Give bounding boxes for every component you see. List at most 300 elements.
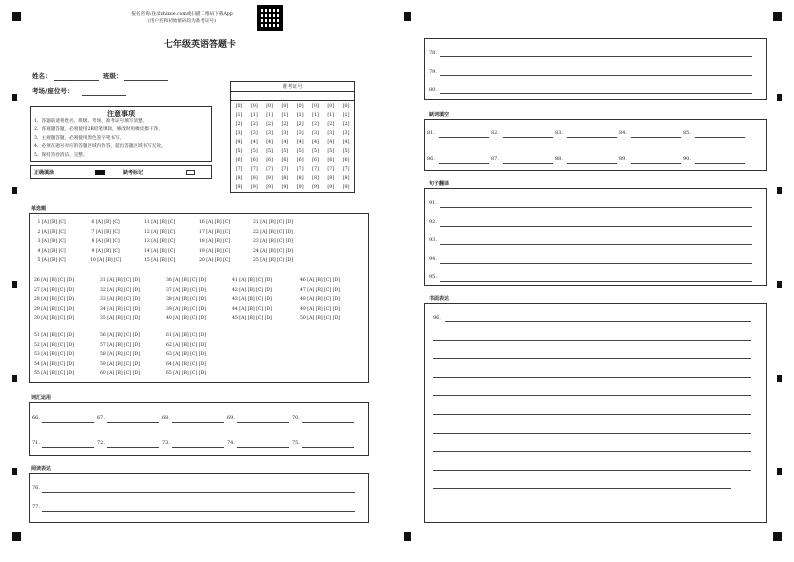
reading-q76-number: 76. xyxy=(32,485,40,491)
mc-section-title: 单选题 xyxy=(31,206,47,212)
name-label: 姓名： xyxy=(32,72,52,80)
reading-q76-line[interactable] xyxy=(42,492,355,493)
answer-blank[interactable] xyxy=(695,163,745,164)
exam-id-digit-bubble[interactable]: [0] xyxy=(266,104,273,109)
exam-id-digit-bubble[interactable]: [1] xyxy=(235,113,243,118)
answer-blank[interactable] xyxy=(302,447,354,448)
exam-id-digit-bubble[interactable]: [9] xyxy=(266,185,273,190)
exam-id-digit-bubble[interactable]: [7] xyxy=(235,167,243,172)
mc-question-row[interactable]: 11 [A] [B] [C] xyxy=(144,220,176,225)
essay-box xyxy=(424,303,767,523)
mc-question-group[interactable] xyxy=(144,218,175,266)
exam-id-digit-bubble[interactable]: [7] xyxy=(296,167,304,172)
mc-question-group[interactable] xyxy=(100,276,140,324)
class-field[interactable] xyxy=(124,80,168,81)
alignment-mark xyxy=(12,281,17,288)
essay-line[interactable] xyxy=(433,395,751,396)
mc-box xyxy=(29,213,369,383)
translation-number: 94. xyxy=(429,255,437,262)
exam-id-digit-bubble[interactable]: [3] xyxy=(281,131,289,136)
mc-question-group[interactable] xyxy=(34,276,74,324)
mc-question-row[interactable]: 12 [A] [B] [C] xyxy=(144,229,176,235)
notice-title: 注意事项 xyxy=(107,110,135,118)
question-number: 74. xyxy=(227,440,235,446)
translation-number: 92. xyxy=(429,218,437,225)
exam-id-digit-bubble[interactable]: [5] xyxy=(296,149,304,154)
answer-blank[interactable] xyxy=(631,163,681,164)
exam-id-digit-bubble[interactable]: [0] xyxy=(312,104,319,109)
mc-question-row[interactable]: 17 [A] [B] [C] xyxy=(199,229,231,235)
exam-id-digit-bubble[interactable]: [1] xyxy=(281,113,289,118)
mc-question-group[interactable] xyxy=(100,331,140,379)
mc-question-group[interactable] xyxy=(34,331,74,379)
exam-id-column[interactable] xyxy=(310,102,322,192)
exam-id-entry-row[interactable] xyxy=(231,92,354,101)
mc-question-row[interactable]: 54 [A] [B] [C] [D] xyxy=(34,361,74,367)
exam-id-digit-bubble[interactable]: [3] xyxy=(342,131,350,136)
translation-section-title: 句子翻译 xyxy=(429,181,450,187)
mc-question-row[interactable]: 22 [A] [B] [C] [D] xyxy=(253,229,293,235)
mc-question-row[interactable]: 52 [A] [B] [C] [D] xyxy=(34,342,74,348)
answer-blank[interactable] xyxy=(237,422,289,423)
mc-question-row[interactable]: 48 [A] [B] [C] [D] xyxy=(300,297,340,303)
question-number: 73. xyxy=(162,440,170,446)
exam-id-digit-bubble[interactable]: [5] xyxy=(327,149,335,154)
exam-id-digit-bubble[interactable]: [0] xyxy=(342,104,350,109)
exam-id-digit-bubble[interactable]: [6] xyxy=(250,158,258,163)
exam-id-digit-bubble[interactable]: [9] xyxy=(281,185,289,190)
exam-id-digit-bubble[interactable]: [5] xyxy=(342,149,350,154)
class-label: 班级： xyxy=(103,72,123,80)
notice-item: 5、保持答卷清洁、完整。 xyxy=(34,152,88,158)
mc-question-row[interactable]: 23 [A] [B] [C] [D] xyxy=(253,239,293,245)
exam-id-digit-bubble[interactable]: [7] xyxy=(281,167,289,172)
exam-id-digit-bubble[interactable]: [6] xyxy=(296,158,304,163)
translation-line[interactable] xyxy=(440,263,752,264)
exam-id-digit-bubble[interactable]: [5] xyxy=(266,149,273,154)
mc-question-row[interactable]: 18 [A] [B] [C] xyxy=(199,239,231,245)
exam-id-digit-bubble[interactable]: [5] xyxy=(235,149,243,154)
alignment-mark xyxy=(12,187,17,194)
exam-id-digit-bubble[interactable]: [2] xyxy=(327,122,335,127)
exam-id-digit-bubble[interactable]: [2] xyxy=(281,122,289,127)
question-number: 90. xyxy=(683,156,691,162)
question-number: 85. xyxy=(683,130,691,136)
answer-blank[interactable] xyxy=(503,137,553,138)
exam-id-column[interactable] xyxy=(233,102,245,192)
mc-question-row[interactable]: 60 [A] [B] [C] [D] xyxy=(100,371,140,377)
exam-id-digit-bubble[interactable]: [9] xyxy=(327,185,335,190)
exam-id-digit-bubble[interactable]: [9] xyxy=(235,185,243,190)
mc-question-row[interactable]: 44 [A] [B] [C] [D] xyxy=(232,306,272,312)
exam-id-digit-bubble[interactable]: [8] xyxy=(281,176,289,181)
mc-question-row[interactable]: 31 [A] [B] [C] [D] xyxy=(100,278,140,283)
mc-question-row[interactable]: 6 [A] [B] [C] xyxy=(90,220,120,225)
mc-question-row[interactable]: 35 [A] [B] [C] [D] xyxy=(100,316,140,322)
exam-id-digit-bubble[interactable]: [3] xyxy=(296,131,304,136)
exam-id-digit-bubble[interactable]: [8] xyxy=(312,176,319,181)
mc-question-row[interactable]: 20 [A] [B] [C] xyxy=(199,258,231,264)
question-number: 71. xyxy=(32,440,40,446)
exam-id-digit-bubble[interactable]: [3] xyxy=(266,131,273,136)
exam-id-digit-bubble[interactable]: [2] xyxy=(235,122,243,127)
essay-line[interactable] xyxy=(433,433,751,434)
alignment-mark xyxy=(404,532,411,541)
mc-question-group[interactable] xyxy=(253,218,293,266)
exam-id-digit-bubble[interactable]: [8] xyxy=(250,176,258,181)
exam-id-digit-bubble[interactable]: [1] xyxy=(312,113,319,118)
mc-question-row[interactable]: 42 [A] [B] [C] [D] xyxy=(232,287,272,293)
exam-id-digit-bubble[interactable]: [8] xyxy=(342,176,350,181)
question-number: 84. xyxy=(619,130,627,136)
exam-id-digit-bubble[interactable]: [8] xyxy=(327,176,335,181)
mc-question-row[interactable]: 46 [A] [B] [C] [D] xyxy=(300,278,340,283)
answer-blank[interactable] xyxy=(302,422,354,423)
exam-id-digit-bubble[interactable]: [7] xyxy=(250,167,258,172)
qr-code xyxy=(257,5,283,31)
mc-question-group[interactable] xyxy=(300,276,340,324)
mc-question-group[interactable] xyxy=(232,276,272,324)
q80-number: 80. xyxy=(429,87,437,93)
alignment-mark xyxy=(404,12,411,21)
header-line-1: 报名咨询:登录zhixue.com或扫描二维码下载App xyxy=(131,12,233,17)
mc-question-row[interactable]: 24 [A] [B] [C] [D] xyxy=(253,248,293,254)
mc-question-row[interactable]: 62 [A] [B] [C] [D] xyxy=(166,342,206,348)
right-top-box xyxy=(424,38,767,100)
exam-id-digit-bubble[interactable]: [7] xyxy=(312,167,319,172)
exam-id-digit-bubble[interactable]: [4] xyxy=(235,140,243,145)
essay-number: 96. xyxy=(433,315,441,321)
mc-question-row[interactable]: 36 [A] [B] [C] [D] xyxy=(166,278,206,283)
question-number: 66. xyxy=(32,415,40,421)
exam-id-digit-bubble[interactable]: [2] xyxy=(312,122,319,127)
exam-id-digit-bubble[interactable]: [4] xyxy=(342,140,350,145)
answer-blank[interactable] xyxy=(172,447,224,448)
mc-question-row[interactable]: 19 [A] [B] [C] xyxy=(199,248,231,254)
exam-id-column[interactable] xyxy=(325,102,337,192)
exam-id-digit-bubble[interactable]: [2] xyxy=(266,122,273,127)
alignment-mark xyxy=(773,532,782,541)
alignment-mark xyxy=(777,375,782,382)
alignment-mark xyxy=(777,94,782,101)
mc-question-row[interactable]: 61 [A] [B] [C] [D] xyxy=(166,333,206,338)
mc-question-row[interactable]: 47 [A] [B] [C] [D] xyxy=(300,287,340,293)
question-number: 82. xyxy=(491,130,499,136)
essay-line[interactable] xyxy=(433,488,731,489)
answer-blank[interactable] xyxy=(567,137,617,138)
room-field[interactable] xyxy=(82,95,126,96)
essay-line[interactable] xyxy=(433,414,751,415)
mc-question-row[interactable]: 8 [A] [B] [C] xyxy=(90,239,120,245)
mc-question-row[interactable]: 45 [A] [B] [C] [D] xyxy=(232,316,272,322)
exam-id-digit-bubble[interactable]: [8] xyxy=(266,176,273,181)
mc-question-row[interactable]: 56 [A] [B] [C] [D] xyxy=(100,333,140,338)
answer-blank[interactable] xyxy=(172,422,224,423)
translation-line[interactable] xyxy=(440,281,752,282)
mc-question-group[interactable] xyxy=(199,218,230,266)
vocab-section-title: 词汇运用 xyxy=(31,395,52,401)
answer-blank[interactable] xyxy=(42,447,94,448)
answer-blank[interactable] xyxy=(439,163,489,164)
translation-number: 95. xyxy=(429,274,437,280)
alignment-mark xyxy=(777,187,782,194)
exam-id-digit-bubble[interactable]: [4] xyxy=(296,140,304,145)
essay-lines[interactable] xyxy=(425,304,766,522)
mc-question-row[interactable]: 28 [A] [B] [C] [D] xyxy=(34,297,74,303)
exam-id-digit-bubble[interactable]: [9] xyxy=(312,185,319,190)
notice-box xyxy=(30,106,212,162)
translation-number: 93. xyxy=(429,237,437,243)
translation-line[interactable] xyxy=(440,226,752,227)
question-number: 69. xyxy=(227,415,235,421)
exam-id-digit-bubble[interactable]: [9] xyxy=(296,185,304,190)
exam-id-column[interactable] xyxy=(340,102,352,192)
mc-question-row[interactable]: 37 [A] [B] [C] [D] xyxy=(166,287,206,293)
essay-line[interactable] xyxy=(433,451,751,452)
question-number: 87. xyxy=(491,156,499,162)
exam-id-digit-bubble[interactable]: [3] xyxy=(250,131,258,136)
question-number: 72. xyxy=(97,440,105,446)
mc-question-row[interactable]: 4 [A] [B] [C] xyxy=(36,248,66,254)
answer-blank[interactable] xyxy=(567,163,617,164)
mc-question-row[interactable]: 25 [A] [B] [C] [D] xyxy=(253,258,293,264)
answer-blank[interactable] xyxy=(631,137,681,138)
question-number: 83. xyxy=(555,130,563,136)
exam-id-digit-bubble[interactable]: [9] xyxy=(250,185,258,190)
exam-id-column[interactable] xyxy=(294,102,306,192)
mc-question-row[interactable]: 34 [A] [B] [C] [D] xyxy=(100,306,140,312)
mc-question-row[interactable]: 38 [A] [B] [C] [D] xyxy=(166,297,206,303)
exam-id-digit-bubble[interactable]: [6] xyxy=(281,158,289,163)
alignment-mark xyxy=(12,12,21,21)
translation-lines[interactable] xyxy=(425,189,766,285)
alignment-mark xyxy=(12,532,21,541)
answer-blank[interactable] xyxy=(42,422,94,423)
mc-question-row[interactable]: 63 [A] [B] [C] [D] xyxy=(166,352,206,358)
room-label: 考场/座位号： xyxy=(32,87,74,95)
answer-blank[interactable] xyxy=(107,447,159,448)
mc-question-row[interactable]: 30 [A] [B] [C] [D] xyxy=(34,316,74,322)
question-number: 67. xyxy=(97,415,105,421)
exam-id-digit-bubble[interactable]: [9] xyxy=(342,185,350,190)
mc-question-row[interactable]: 33 [A] [B] [C] [D] xyxy=(100,297,140,303)
mc-question-row[interactable]: 65 [A] [B] [C] [D] xyxy=(166,371,206,377)
exam-id-digit-bubble[interactable]: [1] xyxy=(266,113,273,118)
mc-question-row[interactable]: 40 [A] [B] [C] [D] xyxy=(166,316,206,322)
correct-fill-label: 正确填涂 xyxy=(34,170,55,176)
exam-id-digit-bubble[interactable]: [5] xyxy=(281,149,289,154)
notice-item: 4、必须在题号对应的答题区域内作答，超出答题区域书写无效。 xyxy=(34,144,166,150)
exam-id-digit-bubble[interactable]: [1] xyxy=(296,113,304,118)
mc-question-group[interactable] xyxy=(90,218,121,266)
notice-item: 2、客观题答题，必须使用2B铅笔填涂，修改时用橡皮擦干净。 xyxy=(34,127,163,133)
exam-id-digit-bubble[interactable]: [3] xyxy=(235,131,243,136)
exam-id-digit-bubble[interactable]: [4] xyxy=(312,140,319,145)
exam-id-digit-bubble[interactable]: [6] xyxy=(266,158,273,163)
exam-id-digit-bubble[interactable]: [5] xyxy=(312,149,319,154)
mc-question-row[interactable]: 32 [A] [B] [C] [D] xyxy=(100,287,140,293)
essay-line[interactable] xyxy=(445,321,751,322)
exam-id-digit-bubble[interactable]: [2] xyxy=(296,122,304,127)
mc-question-row[interactable]: 3 [A] [B] [C] xyxy=(36,239,66,245)
reading-q77-line[interactable] xyxy=(42,511,355,512)
essay-line[interactable] xyxy=(433,358,751,359)
essay-section-title: 书面表达 xyxy=(429,296,450,302)
question-number: 70. xyxy=(292,415,300,421)
question-number: 86. xyxy=(427,156,435,162)
cloze-section-title: 缺词填空 xyxy=(429,112,450,118)
mc-block-2[interactable] xyxy=(34,276,368,328)
mc-question-row[interactable]: 59 [A] [B] [C] [D] xyxy=(100,361,140,367)
answer-blank[interactable] xyxy=(695,137,745,138)
exam-id-digit-bubble[interactable]: [6] xyxy=(235,158,243,163)
question-number: 68. xyxy=(162,415,170,421)
page-title: 七年级英语答题卡 xyxy=(163,40,236,50)
question-number: 89. xyxy=(619,156,627,162)
mc-question-row[interactable]: 55 [A] [B] [C] [D] xyxy=(34,371,74,377)
exam-id-digit-bubble[interactable]: [3] xyxy=(312,131,319,136)
answer-blank[interactable] xyxy=(237,447,289,448)
exam-id-digit-bubble[interactable]: [6] xyxy=(327,158,335,163)
alignment-mark xyxy=(12,375,17,382)
vocab-row-1[interactable] xyxy=(32,415,366,425)
exam-id-digit-bubble[interactable]: [0] xyxy=(250,104,258,109)
exam-id-digit-bubble[interactable]: [3] xyxy=(327,131,335,136)
mc-question-row[interactable]: 58 [A] [B] [C] [D] xyxy=(100,352,140,358)
mc-block-3[interactable] xyxy=(34,331,368,383)
header-line-2: (用户名和初始密码均为准考证号) xyxy=(148,19,216,24)
mc-question-row[interactable]: 7 [A] [B] [C] xyxy=(90,229,120,235)
exam-id-column[interactable] xyxy=(279,102,291,192)
exam-id-digit-bubble[interactable]: [5] xyxy=(250,149,258,154)
question-number: 75. xyxy=(292,440,300,446)
q78-number: 78. xyxy=(429,50,437,56)
mc-question-row[interactable]: 50 [A] [B] [C] [D] xyxy=(300,316,340,322)
cloze-row-2[interactable] xyxy=(427,156,765,166)
vocab-row-2[interactable] xyxy=(32,440,366,450)
mc-question-row[interactable]: 27 [A] [B] [C] [D] xyxy=(34,287,74,293)
question-number: 81. xyxy=(427,130,435,136)
exam-id-digit-bubble[interactable]: [0] xyxy=(235,104,243,109)
mc-question-row[interactable]: 21 [A] [B] [C] [D] xyxy=(253,220,293,225)
answer-blank[interactable] xyxy=(439,137,489,138)
translation-line[interactable] xyxy=(440,207,752,208)
mc-question-row[interactable]: 49 [A] [B] [C] [D] xyxy=(300,306,340,312)
q79-line[interactable] xyxy=(440,75,752,76)
exam-id-digit-bubble[interactable]: [1] xyxy=(327,113,335,118)
alignment-mark xyxy=(12,468,17,475)
translation-number: 91. xyxy=(429,200,437,206)
exam-id-digit-bubble[interactable]: [1] xyxy=(342,113,350,118)
mc-question-row[interactable]: 14 [A] [B] [C] xyxy=(144,248,176,254)
mc-question-row[interactable]: 64 [A] [B] [C] [D] xyxy=(166,361,206,367)
exam-id-digit-bubble[interactable]: [8] xyxy=(296,176,304,181)
exam-id-digit-bubble[interactable]: [4] xyxy=(281,140,289,145)
mc-question-row[interactable]: 29 [A] [B] [C] [D] xyxy=(34,306,74,312)
mc-question-row[interactable]: 26 [A] [B] [C] [D] xyxy=(34,278,74,283)
mc-question-group[interactable] xyxy=(36,218,66,266)
translation-line[interactable] xyxy=(440,244,752,245)
exam-id-column[interactable] xyxy=(264,102,276,192)
mc-question-row[interactable]: 13 [A] [B] [C] xyxy=(144,239,176,245)
mc-block-1[interactable] xyxy=(36,218,366,270)
name-field[interactable] xyxy=(54,80,99,81)
mc-question-row[interactable]: 41 [A] [B] [C] [D] xyxy=(232,278,272,283)
exam-id-box xyxy=(230,81,355,193)
answer-blank[interactable] xyxy=(503,163,553,164)
q80-line[interactable] xyxy=(440,93,752,94)
mc-question-row[interactable]: 5 [A] [B] [C] xyxy=(36,258,66,264)
notice-list xyxy=(34,118,210,160)
exam-id-digit-bubble[interactable]: [1] xyxy=(250,113,258,118)
translation-box xyxy=(424,188,767,286)
exam-id-column[interactable] xyxy=(248,102,260,192)
missing-mark-checkbox[interactable] xyxy=(186,170,195,175)
exam-id-digit-bubble[interactable]: [7] xyxy=(342,167,350,172)
answer-blank[interactable] xyxy=(107,422,159,423)
essay-line[interactable] xyxy=(433,340,751,341)
exam-id-digit-bubble[interactable]: [8] xyxy=(235,176,243,181)
mc-question-row[interactable]: 53 [A] [B] [C] [D] xyxy=(34,352,74,358)
exam-id-digit-columns[interactable] xyxy=(233,102,353,192)
alignment-mark xyxy=(773,12,782,21)
essay-line[interactable] xyxy=(433,470,751,471)
mc-question-group[interactable] xyxy=(166,331,206,379)
mc-question-row[interactable]: 15 [A] [B] [C] xyxy=(144,258,176,264)
reading-q77-number: 77. xyxy=(32,504,40,510)
cloze-row-1[interactable] xyxy=(427,130,765,140)
mc-question-row[interactable]: 51 [A] [B] [C] [D] xyxy=(34,333,74,338)
correct-fill-sample xyxy=(95,170,105,175)
q79-number: 79. xyxy=(429,69,437,75)
cloze-box xyxy=(424,119,767,171)
fill-example-box xyxy=(30,165,212,179)
notice-item: 1、答题前请将姓名、班级、考场、准考证号填写清楚。 xyxy=(34,119,148,124)
mc-question-row[interactable]: 39 [A] [B] [C] [D] xyxy=(166,306,206,312)
mc-question-row[interactable]: 2 [A] [B] [C] xyxy=(36,229,66,235)
alignment-mark xyxy=(777,281,782,288)
mc-question-row[interactable]: 43 [A] [B] [C] [D] xyxy=(232,297,272,303)
exam-id-digit-bubble[interactable]: [6] xyxy=(342,158,350,163)
exam-id-digit-bubble[interactable]: [7] xyxy=(266,167,273,172)
alignment-mark xyxy=(12,94,17,101)
exam-id-digit-bubble[interactable]: [0] xyxy=(281,104,289,109)
alignment-mark xyxy=(777,468,782,475)
mc-question-group[interactable] xyxy=(166,276,206,324)
mc-question-row[interactable]: 9 [A] [B] [C] xyxy=(90,248,120,254)
mc-question-row[interactable]: 57 [A] [B] [C] [D] xyxy=(100,342,140,348)
q78-line[interactable] xyxy=(440,56,752,57)
exam-id-digit-bubble[interactable]: [0] xyxy=(327,104,335,109)
exam-id-digit-bubble[interactable]: [0] xyxy=(296,104,304,109)
mc-question-row[interactable]: 1 [A] [B] [C] xyxy=(36,220,66,225)
reading-section-title: 阅读表达 xyxy=(31,466,52,472)
exam-id-digit-bubble[interactable]: [7] xyxy=(327,167,335,172)
mc-question-row[interactable]: 10 [A] [B] [C] xyxy=(90,258,122,264)
exam-id-title: 准考证号 xyxy=(231,83,354,92)
mc-question-row[interactable]: 16 [A] [B] [C] xyxy=(199,220,231,225)
exam-id-digit-bubble[interactable]: [4] xyxy=(266,140,273,145)
notice-item: 3、主观题答题，必须使用黑色签字笔书写。 xyxy=(34,135,125,141)
exam-id-digit-bubble[interactable]: [4] xyxy=(250,140,258,145)
exam-id-digit-bubble[interactable]: [6] xyxy=(312,158,319,163)
reading-box xyxy=(29,473,369,523)
exam-id-digit-bubble[interactable]: [2] xyxy=(342,122,350,127)
essay-line[interactable] xyxy=(433,377,751,378)
exam-id-digit-bubble[interactable]: [4] xyxy=(327,140,335,145)
vocab-box xyxy=(29,402,369,456)
exam-id-digit-bubble[interactable]: [2] xyxy=(250,122,258,127)
